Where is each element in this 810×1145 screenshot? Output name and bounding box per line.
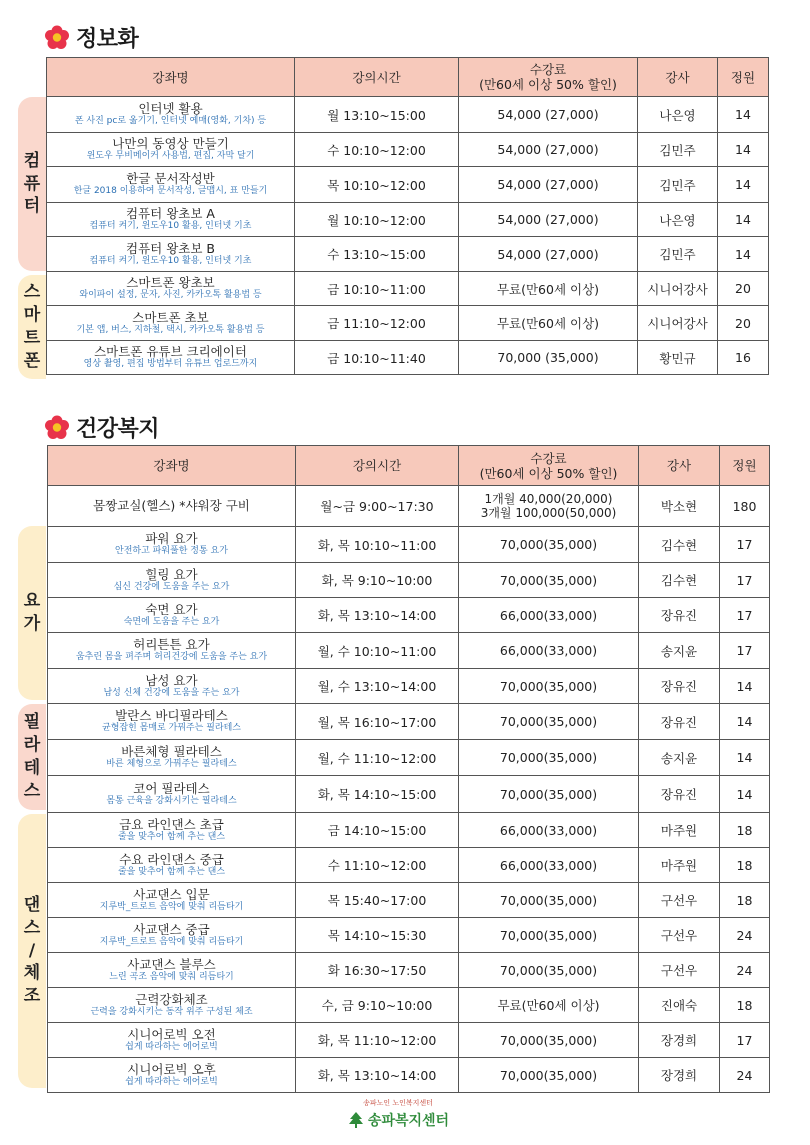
table-row: 금요 라인댄스 초급 줄을 맞추어 함께 추는 댄스 금 14:10~15:00 66,000(33,000) 마주원 18 (48, 813, 770, 848)
tree-logo-icon (347, 1111, 365, 1129)
category-yoga: 요 가 (18, 526, 46, 700)
table-row: 허리튼튼 요가 움추린 몸을 펴주며 허리건강에 도움을 주는 요가 월, 수 10:10~11:00 66,000(33,000) 송지윤 17 (48, 633, 770, 669)
footer-logo (338, 1099, 458, 1139)
table-row: 사교댄스 중급 지루박_트로트 음악에 맞춰 리듬타기 목 14:10~15:30 70,000(35,000) 구선우 24 (48, 918, 770, 953)
table-row: 근력강화체조 근력을 강화시키는 동작 위주 구성된 체조 수, 금 9:10~10:00 무료(만60세 이상) 진애숙 18 (48, 988, 770, 1023)
table-row: 사교댄스 블루스 느린 곡조 음악에 맞춰 리듬타기 화 16:30~17:50 70,000(35,000) 구선우 24 (48, 953, 770, 988)
header-capacity: 정원 (720, 446, 770, 486)
table-row: 수요 라인댄스 중급 줄을 맞추어 함께 추는 댄스 수 11:10~12:00 66,000(33,000) 마주원 18 (48, 848, 770, 883)
footer-org: 송파노인 노인복지센터 (363, 1099, 433, 1107)
header-fee: 수강료 (만60세 이상 50% 할인) (459, 446, 639, 486)
category-smartphone: 스 마 트 폰 (18, 275, 46, 379)
flower-icon (44, 25, 70, 51)
category-computer: 컴 퓨 터 (18, 97, 46, 271)
header-fee: 수강료 (만60세 이상 50% 할인) (459, 58, 638, 97)
header-time: 강의시간 (296, 446, 459, 486)
table-row: 스마트폰 유튜브 크리에이터 영상 촬영, 편집 방법부터 유튜브 업로드까지 금 10:10~11:40 70,000 (35,000) 황민규 16 (47, 341, 769, 375)
table-row (47, 97, 769, 133)
header-teacher: 강사 (638, 58, 718, 97)
table-row: 스마트폰 초보 기본 앱, 버스, 지하철, 택시, 카카오톡 활용법 등 금 11:10~12:00 무료(만60세 이상) 시니어강사 20 (47, 306, 769, 341)
category-dance: 댄 스 / 체 조 (18, 814, 46, 1088)
table-row: 남성 요가 남성 신체 건강에 도움을 주는 요가 월, 수 13:10~14:00 70,000(35,000) 장유진 14 (48, 669, 770, 704)
table-row: 컴퓨터 왕초보 A 컴퓨터 켜기, 윈도우10 활용, 인터넷 기초 월 10:10~12:00 54,000 (27,000) 나은영 14 (47, 203, 769, 237)
category-pilates: 필 라 테 스 (18, 704, 46, 810)
course-time: 월 13:10~15:00 (295, 97, 459, 133)
table-row: 나만의 동영상 만들기 윈도우 무비메이커 사용법, 편집, 자막 달기 수 10:10~12:00 54,000 (27,000) 김민주 14 (47, 133, 769, 167)
section-title-info (44, 22, 138, 53)
table-row: 스마트폰 왕초보 와이파이 설정, 문자, 사진, 카카오톡 활용법 등 금 10:10~11:00 무료(만60세 이상) 시니어강사 20 (47, 272, 769, 306)
header-course: 강좌명 (47, 58, 295, 97)
header-course: 강좌명 (48, 446, 296, 486)
course-fee: 54,000 (27,000) (459, 97, 638, 133)
course-desc: 폰 사진 pc로 옮기기, 인터넷 예매(영화, 기차) 등 (74, 116, 267, 126)
section-title-text: 건강복지 (76, 417, 160, 442)
header-capacity: 정원 (718, 58, 769, 97)
section-title-text: 정보화 (76, 27, 139, 52)
table-row: 한글 문서작성반 한글 2018 이용하여 문서작성, 글맵시, 표 만들기 목 10:10~12:00 54,000 (27,000) 김민주 14 (47, 167, 769, 203)
header-time: 강의시간 (295, 58, 459, 97)
course-name: 인터넷 활용 (138, 101, 203, 116)
table-row: 숙면 요가 숙면에 도움을 주는 요가 화, 목 13:10~14:00 66,000(33,000) 장유진 17 (48, 598, 770, 633)
table-header-row (47, 58, 769, 97)
info-course-table (46, 57, 769, 375)
table-row: 코어 필라테스 몸통 근육을 강화시키는 필라테스 화, 목 14:10~15:00 70,000(35,000) 장유진 14 (48, 776, 770, 813)
table-row: 힐링 요가 심신 건강에 도움을 주는 요가 화, 목 9:10~10:00 70,000(35,000) 김수현 17 (48, 563, 770, 598)
header-teacher: 강사 (639, 446, 720, 486)
table-row: 파워 요가 안전하고 파워풀한 정통 요가 화, 목 10:10~11:00 70,000(35,000) 김수현 17 (48, 527, 770, 563)
course-name: 몸짱교실(헬스) *샤워장 구비 (48, 486, 296, 527)
table-row: 컴퓨터 왕초보 B 컴퓨터 켜기, 윈도우10 활용, 인터넷 기초 수 13:10~15:00 54,000 (27,000) 김민주 14 (47, 237, 769, 272)
table-row: 몸짱교실(헬스) *샤워장 구비 월~금 9:00~17:30 1개월 40,000(20,000) 3개월 100,000(50,000) 박소현 180 (48, 486, 770, 527)
table-row: 바른체형 필라테스 바른 체형으로 가꿔주는 필라테스 월, 수 11:10~12:00 70,000(35,000) 송지윤 14 (48, 740, 770, 776)
flower-icon (44, 415, 70, 441)
table-row: 사교댄스 입문 지루박_트로트 음악에 맞춰 리듬타기 목 15:40~17:00 70,000(35,000) 구선우 18 (48, 883, 770, 918)
table-row: 시니어로빅 오후 쉽게 따라하는 에어로빅 화, 목 13:10~14:00 70,000(35,000) 장경희 24 (48, 1058, 770, 1093)
course-capacity: 14 (718, 97, 769, 133)
course-teacher: 나은영 (638, 97, 718, 133)
footer-name: 송파복지센터 (367, 1113, 450, 1129)
section-title-health (44, 412, 159, 443)
table-header-row (48, 446, 770, 486)
health-course-table (47, 445, 770, 1093)
table-row: 시니어로빅 오전 쉽게 따라하는 에어로빅 화, 목 11:10~12:00 70,000(35,000) 장경희 17 (48, 1023, 770, 1058)
table-row: 발란스 바디필라테스 균형잡힌 몸매로 가꿔주는 필라테스 월, 목 16:10~17:00 70,000(35,000) 장유진 14 (48, 704, 770, 740)
